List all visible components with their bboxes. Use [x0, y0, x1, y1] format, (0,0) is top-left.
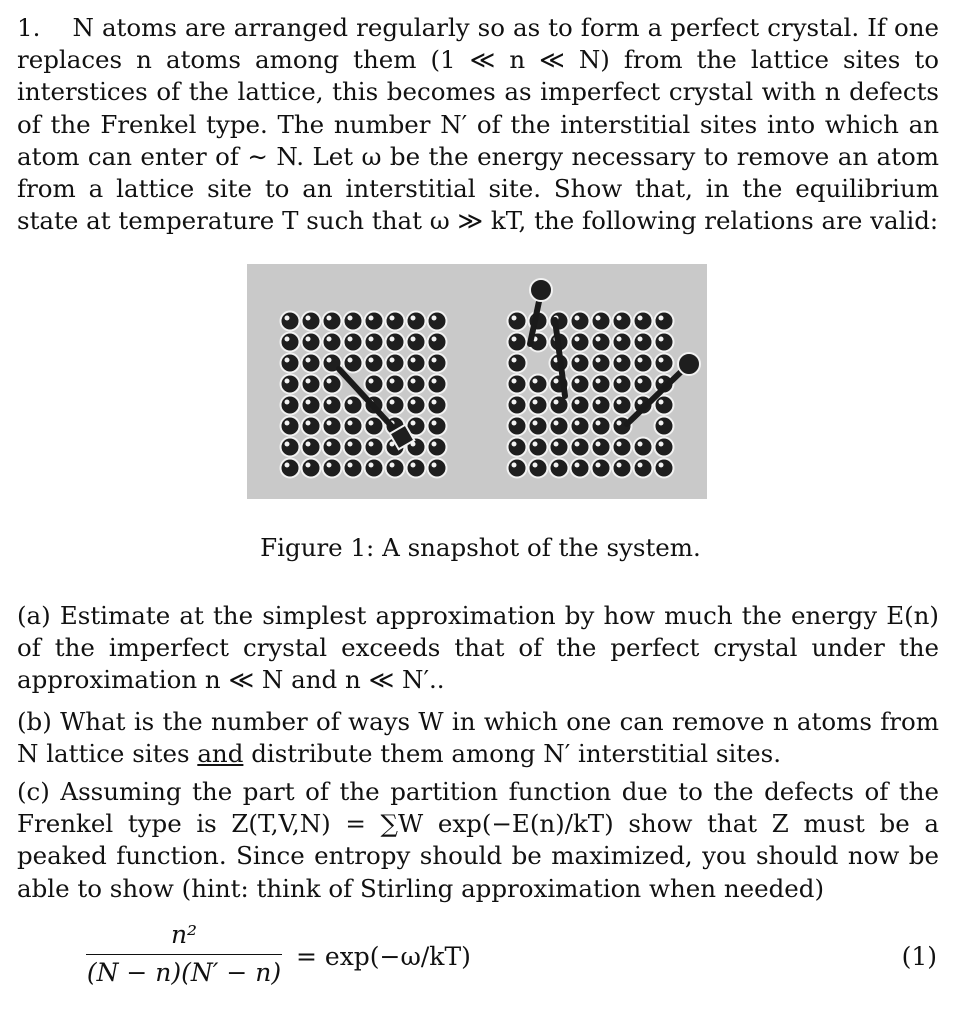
atom-highlight: [533, 442, 538, 447]
lattice-atom: [386, 333, 405, 352]
lattice-atom: [529, 375, 548, 394]
lattice-atom: [655, 333, 674, 352]
lattice-atom: [428, 354, 447, 373]
atom-highlight: [306, 337, 311, 342]
lattice-atom: [655, 459, 674, 478]
atom-highlight: [659, 421, 664, 426]
lattice-atom: [386, 312, 405, 331]
lattice-atom: [428, 375, 447, 394]
atom-highlight: [617, 421, 622, 426]
atom-highlight: [369, 463, 374, 468]
atom-highlight: [533, 421, 538, 426]
atom-highlight: [533, 400, 538, 405]
atom-highlight: [533, 379, 538, 384]
lattice-atom: [613, 396, 632, 415]
atom-highlight: [575, 316, 580, 321]
atom-highlight: [390, 379, 395, 384]
lattice-atom: [407, 312, 426, 331]
atom-highlight: [638, 358, 643, 363]
atom-highlight: [411, 358, 416, 363]
atom-highlight: [432, 337, 437, 342]
lattice-atom: [323, 396, 342, 415]
atom-highlight: [285, 400, 290, 405]
atom-highlight: [369, 421, 374, 426]
lattice-atom: [323, 333, 342, 352]
atom-highlight: [638, 463, 643, 468]
lattice-atom: [529, 459, 548, 478]
atom-highlight: [554, 442, 559, 447]
lattice-atom: [344, 333, 363, 352]
equation-number: (1): [901, 942, 937, 971]
crystal-lattice-image: [247, 264, 707, 499]
atom-highlight: [285, 358, 290, 363]
lattice-atom: [550, 459, 569, 478]
lattice-atom: [407, 354, 426, 373]
equation-denominator: (N − n)(N′ − n): [86, 958, 282, 987]
lattice-atom: [302, 459, 321, 478]
interstitial-atom: [530, 279, 552, 301]
equation-1: [0, 920, 961, 990]
lattice-atom: [386, 396, 405, 415]
atom-highlight: [659, 316, 664, 321]
atom-highlight: [285, 421, 290, 426]
atom-highlight: [596, 337, 601, 342]
lattice-atom: [613, 354, 632, 373]
atom-highlight: [512, 316, 517, 321]
part-b-text-start: (b) What is the number of ways W in which one can remove n atoms from N lattice sites: [17, 707, 939, 769]
atom-highlight: [390, 463, 395, 468]
atom-highlight: [575, 337, 580, 342]
lattice-atom: [386, 459, 405, 478]
lattice-atom: [302, 312, 321, 331]
atom-highlight: [554, 421, 559, 426]
lattice-atom: [281, 354, 300, 373]
lattice-atom: [634, 333, 653, 352]
lattice-atom: [529, 438, 548, 457]
atom-highlight: [285, 379, 290, 384]
atom-highlight: [512, 421, 517, 426]
lattice-atom: [365, 375, 384, 394]
atom-highlight: [617, 463, 622, 468]
lattice-atom: [571, 354, 590, 373]
atom-highlight: [327, 358, 332, 363]
lattice-atom: [428, 396, 447, 415]
atom-highlight: [327, 316, 332, 321]
atom-highlight: [348, 400, 353, 405]
figure-caption: Figure 1: A snapshot of the system.: [260, 533, 701, 562]
atom-highlight: [554, 400, 559, 405]
lattice-atom: [428, 438, 447, 457]
lattice-atom: [655, 417, 674, 436]
atom-highlight: [638, 442, 643, 447]
atom-highlight: [411, 379, 416, 384]
atom-highlight: [390, 337, 395, 342]
lattice-atom: [508, 438, 527, 457]
atom-highlight: [411, 400, 416, 405]
lattice-atom: [508, 354, 527, 373]
lattice-atom: [508, 312, 527, 331]
atom-highlight: [411, 421, 416, 426]
atom-highlight: [659, 442, 664, 447]
lattice-atom: [302, 375, 321, 394]
atom-highlight: [512, 442, 517, 447]
atom-highlight: [617, 337, 622, 342]
atom-highlight: [659, 463, 664, 468]
atom-highlight: [306, 442, 311, 447]
atom-highlight: [285, 337, 290, 342]
lattice-atom: [613, 459, 632, 478]
atom-highlight: [432, 400, 437, 405]
lattice-atom: [508, 396, 527, 415]
lattice-atom: [634, 312, 653, 331]
lattice-atom: [508, 333, 527, 352]
lattice-atom: [529, 417, 548, 436]
atom-highlight: [432, 421, 437, 426]
lattice-atom: [571, 438, 590, 457]
atom-highlight: [348, 421, 353, 426]
lattice-atom: [571, 459, 590, 478]
lattice-atom: [529, 396, 548, 415]
atom-highlight: [617, 316, 622, 321]
lattice-atom: [323, 438, 342, 457]
lattice-atom: [428, 333, 447, 352]
lattice-atom: [365, 438, 384, 457]
lattice-atom: [365, 417, 384, 436]
atom-highlight: [411, 337, 416, 342]
atom-highlight: [512, 358, 517, 363]
atom-highlight: [638, 379, 643, 384]
lattice-atom: [613, 333, 632, 352]
lattice-atom: [634, 438, 653, 457]
lattice-atom: [323, 417, 342, 436]
lattice-atom: [613, 375, 632, 394]
atom-highlight: [512, 463, 517, 468]
atom-highlight: [348, 337, 353, 342]
atom-highlight: [348, 358, 353, 363]
equation-fraction: [86, 920, 282, 987]
lattice-atom: [344, 438, 363, 457]
atom-highlight: [512, 337, 517, 342]
problem-intro: N atoms are arranged regularly so as to form a perfect crystal. If one replaces n atoms among them (1 ≪ n ≪ N) from the lattice sites to interstices of the lattice, this becomes as imperfect crystal with n defects of the Frenkel type. The number N′ of the interstitial sites into which an atom can enter of ∼ N. Let ω be the energy necessary to remove an atom from a lattice site to an interstitial site. Show that, in the equilibrium state at temperature T such that ω ≫ kT, the following relations are valid:: [17, 13, 940, 236]
atom-highlight: [638, 337, 643, 342]
atom-highlight: [596, 463, 601, 468]
lattice-atom: [407, 375, 426, 394]
atom-highlight: [306, 358, 311, 363]
lattice-atom: [655, 354, 674, 373]
lattice-atom: [344, 396, 363, 415]
atom-highlight: [596, 358, 601, 363]
atom-highlight: [348, 442, 353, 447]
atom-highlight: [348, 463, 353, 468]
lattice-atom: [634, 375, 653, 394]
equation-rhs: = exp(−ω/kT): [296, 942, 471, 971]
atom-highlight: [369, 442, 374, 447]
lattice-atom: [428, 417, 447, 436]
atom-highlight: [596, 442, 601, 447]
atom-highlight: [659, 337, 664, 342]
atom-highlight: [369, 379, 374, 384]
lattice-atom: [613, 312, 632, 331]
atom-highlight: [327, 337, 332, 342]
lattice-atom: [302, 417, 321, 436]
atom-highlight: [659, 358, 664, 363]
lattice-atom: [613, 438, 632, 457]
lattice-atom: [281, 312, 300, 331]
lattice-atom: [365, 354, 384, 373]
lattice-atom: [344, 459, 363, 478]
lattice-atom: [365, 459, 384, 478]
lattice-atom: [323, 459, 342, 478]
crystal-figure: [247, 264, 707, 499]
atom-highlight: [369, 337, 374, 342]
lattice-atom: [592, 354, 611, 373]
atom-highlight: [659, 379, 664, 384]
atom-highlight: [432, 463, 437, 468]
part-a: (a) Estimate at the simplest approximation by how much the energy E(n) of the imperfect crystal exceeds that of the perfect crystal under the approximation n ≪ N and n ≪ N′..: [17, 601, 939, 695]
atom-highlight: [575, 463, 580, 468]
part-b: [17, 706, 939, 770]
lattice-atom: [571, 312, 590, 331]
lattice-atom: [634, 459, 653, 478]
lattice-atom: [592, 417, 611, 436]
atom-highlight: [617, 358, 622, 363]
atom-highlight: [411, 316, 416, 321]
atom-highlight: [575, 421, 580, 426]
atom-highlight: [327, 421, 332, 426]
atom-highlight: [638, 400, 643, 405]
atom-highlight: [575, 442, 580, 447]
lattice-atom: [365, 333, 384, 352]
atom-highlight: [432, 358, 437, 363]
atom-highlight: [327, 442, 332, 447]
lattice-atom: [323, 375, 342, 394]
lattice-atom: [655, 312, 674, 331]
lattice-atom: [344, 417, 363, 436]
lattice-atom: [571, 417, 590, 436]
atom-highlight: [390, 316, 395, 321]
part-b-underlined-and: and: [197, 739, 244, 769]
lattice-atom: [344, 354, 363, 373]
atom-highlight: [638, 316, 643, 321]
atom-highlight: [554, 379, 559, 384]
lattice-atom: [407, 333, 426, 352]
lattice-atom: [386, 354, 405, 373]
lattice-atom: [428, 312, 447, 331]
lattice-atom: [550, 417, 569, 436]
atom-highlight: [285, 316, 290, 321]
lattice-atom: [281, 333, 300, 352]
atom-highlight: [306, 421, 311, 426]
atom-highlight: [306, 463, 311, 468]
atom-highlight: [285, 463, 290, 468]
atom-highlight: [512, 379, 517, 384]
lattice-atom: [428, 459, 447, 478]
part-c: (c) Assuming the part of the partition function due to the defects of the Frenkel type is Z(T,V,N) = ∑W exp(−E(n)/kT) show that Z must be a peaked function. Since entropy should be maximized, you should now be able to show (hint: think of Stirling approximation when needed): [17, 777, 939, 903]
lattice-atom: [407, 396, 426, 415]
atom-highlight: [327, 400, 332, 405]
lattice-atom: [550, 438, 569, 457]
atom-highlight: [369, 358, 374, 363]
lattice-atom: [592, 375, 611, 394]
lattice-atom: [571, 375, 590, 394]
lattice-atom: [302, 396, 321, 415]
lattice-atom: [281, 438, 300, 457]
atom-highlight: [390, 358, 395, 363]
lattice-atom: [592, 459, 611, 478]
atom-highlight: [306, 379, 311, 384]
lattice-atom: [281, 417, 300, 436]
lattice-atom: [508, 417, 527, 436]
atom-highlight: [306, 400, 311, 405]
atom-highlight: [596, 400, 601, 405]
lattice-atom: [302, 354, 321, 373]
fraction-bar: [86, 954, 282, 955]
atom-highlight: [575, 358, 580, 363]
atom-highlight: [575, 379, 580, 384]
problem-statement: [17, 12, 939, 237]
part-b-text-end: distribute them among N′ interstitial sites.: [243, 739, 781, 769]
atom-highlight: [617, 442, 622, 447]
lattice-atom: [407, 459, 426, 478]
lattice-atom: [592, 312, 611, 331]
interstitial-atom: [678, 353, 700, 375]
atom-highlight: [432, 442, 437, 447]
atom-highlight: [533, 463, 538, 468]
atom-highlight: [659, 400, 664, 405]
lattice-atom: [592, 396, 611, 415]
atom-highlight: [617, 400, 622, 405]
lattice-atom: [281, 396, 300, 415]
lattice-atom: [571, 333, 590, 352]
atom-highlight: [575, 400, 580, 405]
lattice-atom: [592, 333, 611, 352]
lattice-atom: [655, 438, 674, 457]
lattice-atom: [508, 375, 527, 394]
atom-highlight: [432, 316, 437, 321]
lattice-atom: [365, 312, 384, 331]
lattice-atom: [302, 438, 321, 457]
atom-highlight: [390, 400, 395, 405]
atom-highlight: [327, 379, 332, 384]
equation-numerator: n²: [170, 920, 198, 949]
atom-highlight: [348, 316, 353, 321]
atom-highlight: [596, 421, 601, 426]
lattice-atom: [281, 375, 300, 394]
lattice-atom: [344, 312, 363, 331]
atom-highlight: [327, 463, 332, 468]
atom-highlight: [596, 379, 601, 384]
atom-highlight: [285, 442, 290, 447]
lattice-atom: [634, 354, 653, 373]
lattice-atom: [281, 459, 300, 478]
lattice-atom: [302, 333, 321, 352]
atom-highlight: [411, 463, 416, 468]
lattice-atom: [386, 375, 405, 394]
atom-highlight: [369, 316, 374, 321]
atom-highlight: [306, 316, 311, 321]
atom-highlight: [617, 379, 622, 384]
atom-highlight: [554, 463, 559, 468]
lattice-atom: [592, 438, 611, 457]
atom-highlight: [596, 316, 601, 321]
problem-number: 1.: [17, 13, 41, 42]
atom-highlight: [512, 400, 517, 405]
atom-highlight: [432, 379, 437, 384]
lattice-atom: [508, 459, 527, 478]
lattice-atom: [571, 396, 590, 415]
lattice-atom: [323, 312, 342, 331]
